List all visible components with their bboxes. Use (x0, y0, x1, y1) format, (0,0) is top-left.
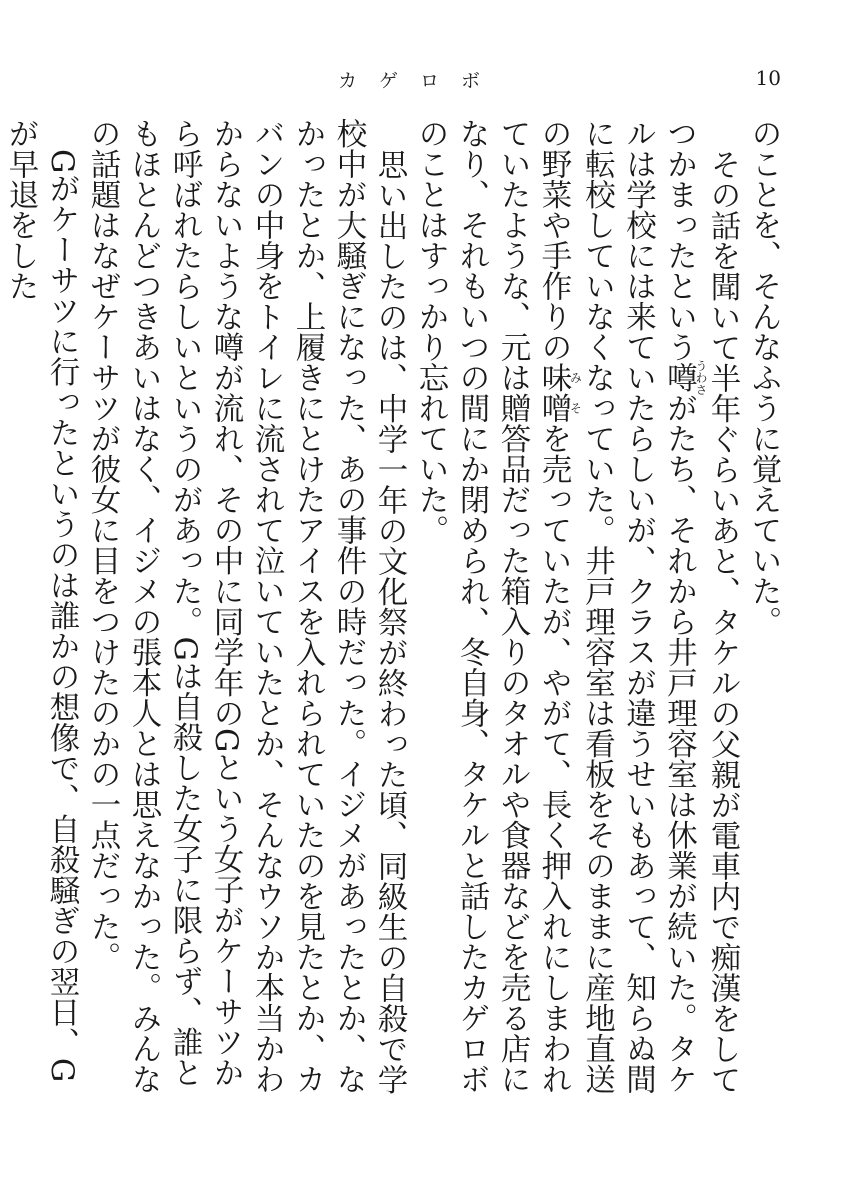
ruby-miso-reading: みそ (568, 362, 583, 423)
paragraph-3: 思い出したのは、中学一年の文化祭が終わった頃、同級生の自殺で学校中が大騒ぎになった、あの事件の時だった。イジメがあったとか、なかったとか、上履きにとけたアイスを入れられていたのを見たとか、カバンの中身をトイレに流されて泣いていたとか、そんなウソか本当かわからないような噂が流れ、その中に同学年のGという女子がケーサツから呼ばれたらしいというのがあった。Gは自殺した女子に限らず、誰ともほとんどつきあいはなく、イジメの張本人とは思えなかった。みんなの話題はなぜケーサツが彼女に目をつけたのかの一点だった。 (85, 118, 407, 1094)
ruby-miso-base: 味噌 (536, 362, 571, 423)
paragraph-4: Gがケーサツに行ったというのは誰かの想像で、自殺騒ぎの翌日、Gが早退をした (3, 118, 79, 1082)
ruby-uwasa (661, 359, 708, 396)
running-title: カゲロボ (338, 70, 503, 92)
paragraph-2-part-a: その話を聞いて半年ぐらいあと、タケルの父親が電車内で痴漢をしてつかまったという (661, 118, 740, 1094)
ruby-uwasa-base: 噂 (661, 359, 697, 396)
ruby-uwasa-reading: うわさ (694, 359, 708, 396)
paragraph-2-part-b: がたち、それから井戸理容室は休業が続いた。タケルは学校には来ていたらしいが、クラスが違うせいもあって、知らぬ間に転校していなくなっていた。井戸理容室は看板をそのままに産地直送の野菜や手作りの (536, 118, 697, 1094)
page-number: 10 (755, 66, 781, 90)
body-text (3, 118, 784, 1108)
page-header (0, 66, 841, 96)
ruby-miso (536, 362, 583, 423)
paragraph-2-part-c: を売っていたが、やがて、長く押入れにしまわれていたような、元は贈答品だった箱入りのタオルや食器などを売る店になり、それもいつの間にか閉められ、冬自身、タケルと話したカゲロボのことはすっかり忘れていた。 (413, 118, 571, 1094)
paragraph-1: のことを、そんなふうに覚えていた。 (746, 118, 781, 637)
paragraph-2 (410, 118, 743, 1108)
